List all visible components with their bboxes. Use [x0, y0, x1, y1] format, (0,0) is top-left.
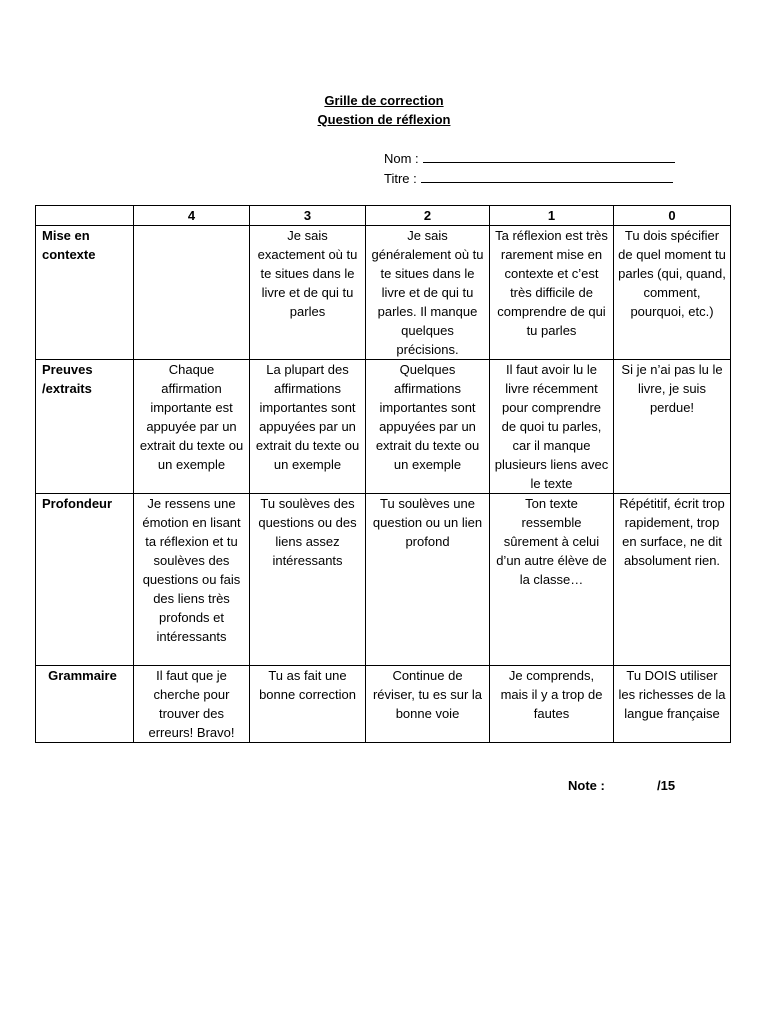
header-cell-1: 1 — [490, 206, 614, 226]
table-cell: Tu dois spécifier de quel moment tu parles (qui, quand, comment, pourquoi, etc.) — [614, 226, 731, 360]
nom-field — [384, 150, 675, 166]
table-cell: Je ressens une émotion en lisant ta réflexion et tu soulèves des questions ou fais des liens très profonds et intéressants — [134, 494, 250, 666]
row-label: Profondeur — [36, 494, 134, 666]
table-cell: Continue de réviser, tu es sur la bonne voie — [366, 666, 490, 743]
rubric-table — [35, 205, 731, 743]
table-cell: Tu DOIS utiliser les richesses de la langue française — [614, 666, 731, 743]
table-cell: Ta réflexion est très rarement mise en contexte et c’est très difficile de comprendre de qui tu parles — [490, 226, 614, 360]
table-cell: Il faut que je cherche pour trouver des erreurs! Bravo! — [134, 666, 250, 743]
row-label: Mise en contexte — [36, 226, 134, 360]
document-title: Grille de correction — [324, 93, 444, 108]
row-label: Grammaire — [36, 666, 134, 743]
note-label: Note : — [568, 778, 605, 793]
table-cell: Tu soulèves une question ou un lien profond — [366, 494, 490, 666]
header-cell-3: 3 — [250, 206, 366, 226]
table-row — [36, 666, 731, 743]
table-cell: Tu as fait une bonne correction — [250, 666, 366, 743]
note-max: /15 — [657, 778, 676, 793]
titre-field — [384, 170, 673, 186]
header-row — [36, 206, 731, 226]
header-cell-2: 2 — [366, 206, 490, 226]
header-cell-4: 4 — [134, 206, 250, 226]
table-row — [36, 494, 731, 666]
header-cell-0: 0 — [614, 206, 731, 226]
table-cell: Je sais exactement où tu te situes dans le livre et de qui tu parles — [250, 226, 366, 360]
table-cell: Je sais généralement où tu te situes dans le livre et de qui tu parles. Il manque quelques précisions. — [366, 226, 490, 360]
table-row — [36, 226, 731, 360]
table-cell: Il faut avoir lu le livre récemment pour comprendre de quoi tu parles, car il manque plusieurs liens avec le texte — [490, 360, 614, 494]
table-cell: Si je n’ai pas lu le livre, je suis perdue! — [614, 360, 731, 494]
table-cell: Ton texte ressemble sûrement à celui d’un autre élève de la classe… — [490, 494, 614, 666]
nom-blank-line — [423, 150, 675, 163]
table-cell: Tu soulèves des questions ou des liens assez intéressants — [250, 494, 366, 666]
table-cell — [134, 226, 250, 360]
nom-label: Nom : — [384, 151, 419, 166]
note-score — [568, 778, 676, 793]
row-label: Preuves /extraits — [36, 360, 134, 494]
table-cell: La plupart des affirmations importantes sont appuyées par un extrait du texte ou un exemple — [250, 360, 366, 494]
titre-blank-line — [421, 170, 673, 183]
table-row — [36, 360, 731, 494]
document-subtitle: Question de réflexion — [317, 112, 451, 127]
table-cell: Répétitif, écrit trop rapidement, trop en surface, ne dit absolument rien. — [614, 494, 731, 666]
table-cell: Je comprends, mais il y a trop de fautes — [490, 666, 614, 743]
table-cell: Chaque affirmation importante est appuyée par un extrait du texte ou un exemple — [134, 360, 250, 494]
table-cell: Quelques affirmations importantes sont appuyées par un extrait du texte ou un exemple — [366, 360, 490, 494]
titre-label: Titre : — [384, 171, 417, 186]
header-cell-empty — [36, 206, 134, 226]
